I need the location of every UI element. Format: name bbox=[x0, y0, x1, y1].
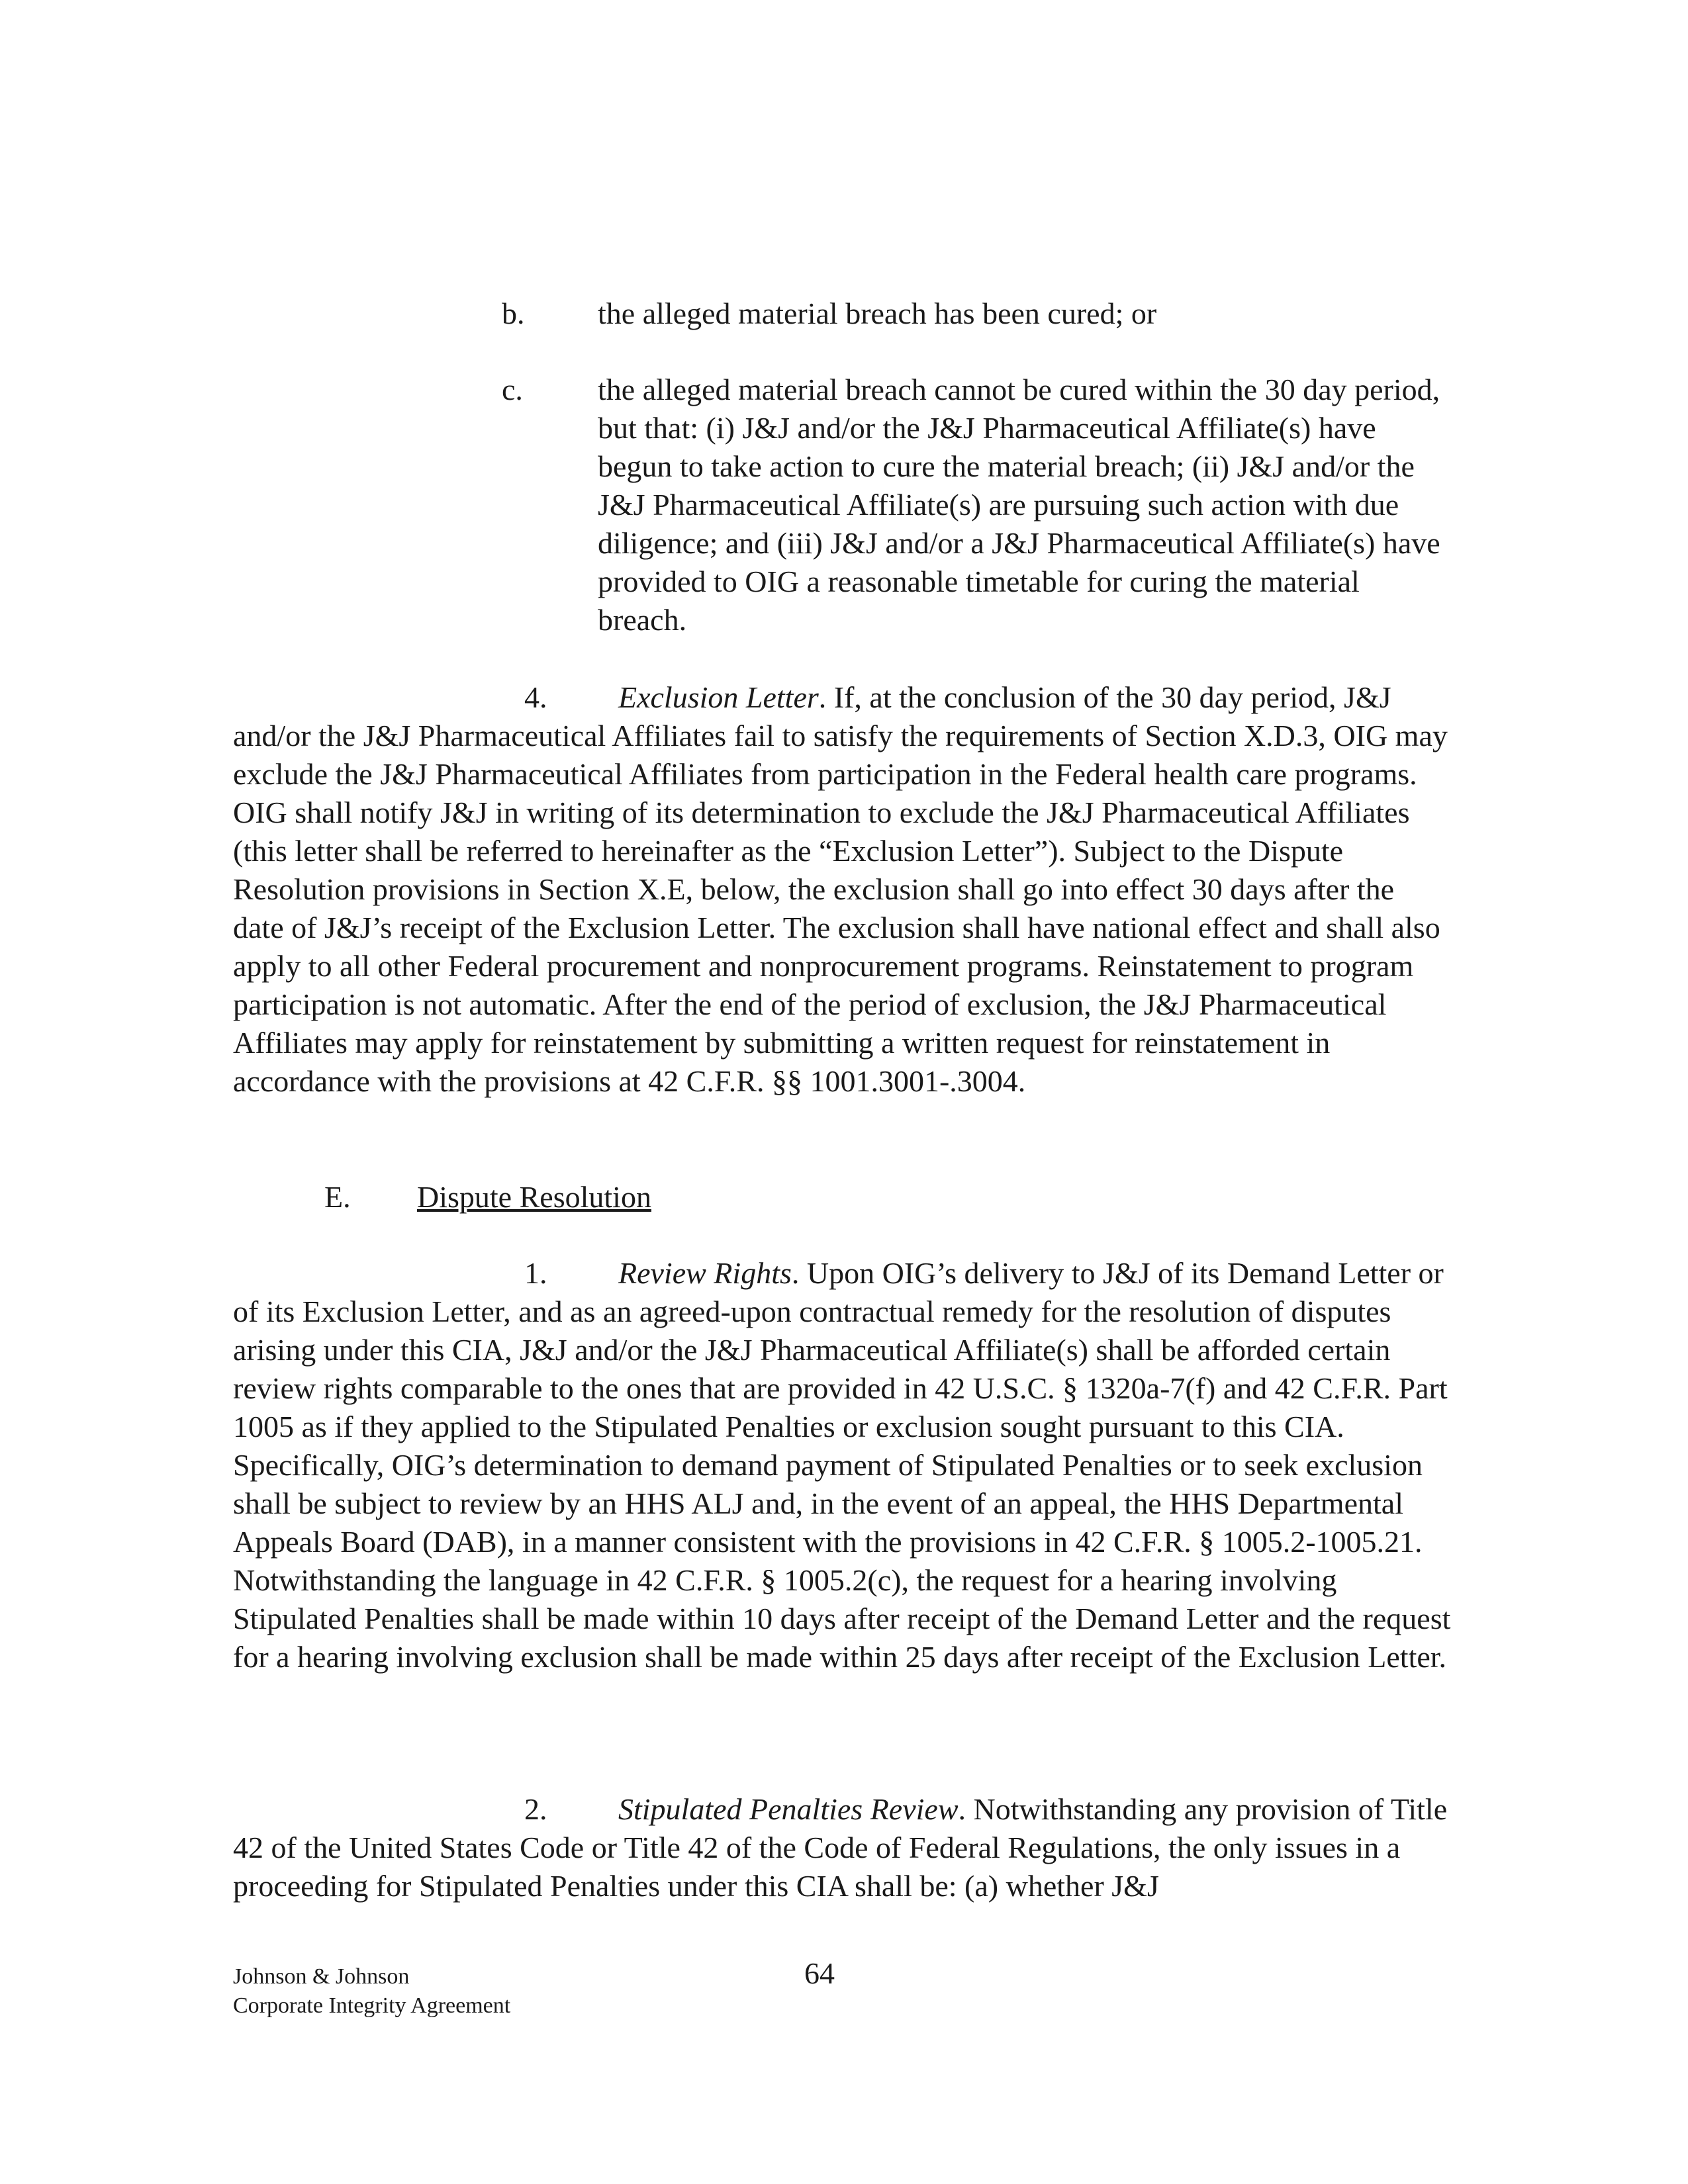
paragraph-heading: Stipulated Penalties Review bbox=[618, 1792, 959, 1826]
paragraph-exclusion-letter: 4. Exclusion Letter. If, at the conclusion of the 30 day period, J&J and/or the J&J Pharmaceutical Affiliates fail to satisfy the requirements of Section X.D.3, OIG may exclude the J&J Pharmaceutical Affiliates from participation in the Federal health care programs. OIG shall notify J&J in writing of its determination to exclude the J&J Pharmaceutical Affiliates (this letter shall be referred to hereinafter as the “Exclusion Letter”). Subject to the Dispute Resolution provisions in Section X.E, below, the exclusion shall go into effect 30 days after the date of J&J’s receipt of the Exclusion Letter. The exclusion shall have national effect and shall also apply to all other Federal procurement and nonprocurement programs. Reinstatement to program participation is not automatic. After the end of the period of exclusion, the J&J Pharmaceutical Affiliates may apply for reinstatement by submitting a written request for reinstatement in accordance with the provisions at 42 C.F.R. §§ 1001.3001-.3004. bbox=[233, 678, 1451, 1101]
paragraph-heading: Exclusion Letter bbox=[618, 680, 819, 714]
section-heading-dispute-resolution bbox=[324, 1178, 651, 1216]
list-marker: b. bbox=[502, 296, 525, 330]
paragraph-stipulated-penalties-review: 2. Stipulated Penalties Review. Notwithstanding any provision of Title 42 of the United States Code or Title 42 of the Code of Federal Regulations, the only issues in a proceeding for Stipulated Penalties under this CIA shall be: (a) whether J&J bbox=[233, 1790, 1451, 1905]
paragraph-text: Notwithstanding any provision of Title 42 of the United States Code or Title 42 of the Code of Federal Regulations, the only issues in a proceeding for Stipulated Penalties under this CIA shall be: (a) whether J&J bbox=[233, 1792, 1448, 1903]
paragraph-text: If, at the conclusion of the 30 day period, J&J and/or the J&J Pharmaceutical Affiliates fail to satisfy the requirements of Section X.D.3, OIG may exclude the J&J Pharmaceutical Affiliates from participation in the Federal health care programs. OIG shall notify J&J in writing of its determination to exclude the J&J Pharmaceutical Affiliates (this letter shall be referred to hereinafter as the “Exclusion Letter”). Subject to the Dispute Resolution provisions in Section X.E, below, the exclusion shall go into effect 30 days after the date of J&J’s receipt of the Exclusion Letter. The exclusion shall have national effect and shall also apply to all other Federal procurement and nonprocurement programs. Reinstatement to program participation is not automatic. After the end of the period of exclusion, the J&J Pharmaceutical Affiliates may apply for reinstatement by submitting a written request for reinstatement in accordance with the provisions at 42 C.F.R. §§ 1001.3001-.3004. bbox=[233, 680, 1448, 1098]
paragraph-number: 4. bbox=[524, 680, 547, 714]
paragraph-text: Upon OIG’s delivery to J&J of its Demand Letter or of its Exclusion Letter, and as an agreed-upon contractual remedy for the resolution of disputes arising under this CIA, J&J and/or the J&J Pharmaceutical Affiliate(s) shall be afforded certain review rights comparable to the ones that are provided in 42 U.S.C. § 1320a-7(f) and 42 C.F.R. Part 1005 as if they applied to the Stipulated Penalties or exclusion sought pursuant to this CIA. Specifically, OIG’s determination to demand payment of Stipulated Penalties or to seek exclusion shall be subject to review by an HHS ALJ and, in the event of an appeal, the HHS Departmental Appeals Board (DAB), in a manner consistent with the provisions in 42 C.F.R. § 1005.2-1005.21. Notwithstanding the language in 42 C.F.R. § 1005.2(c), the request for a hearing involving Stipulated Penalties shall be made within 10 days after receipt of the Demand Letter and the request for a hearing involving exclusion shall be made within 25 days after receipt of the Exclusion Letter. bbox=[233, 1256, 1451, 1674]
list-marker: c. bbox=[502, 373, 523, 406]
footer-agreement-title: Corporate Integrity Agreement bbox=[233, 1993, 511, 2018]
section-title: Dispute Resolution bbox=[417, 1180, 651, 1214]
paragraph-number: 2. bbox=[524, 1792, 547, 1826]
list-item-text: the alleged material breach has been cured; or bbox=[598, 296, 1157, 330]
paragraph-number: 1. bbox=[524, 1256, 547, 1290]
paragraph-review-rights: 1. Review Rights. Upon OIG’s delivery to J&J of its Demand Letter or of its Exclusion Letter, and as an agreed-upon contractual remedy for the resolution of disputes arising under this CIA, J&J and/or the J&J Pharmaceutical Affiliate(s) shall be afforded certain review rights comparable to the ones that are provided in 42 U.S.C. § 1320a-7(f) and 42 C.F.R. Part 1005 as if they applied to the Stipulated Penalties or exclusion sought pursuant to this CIA. Specifically, OIG’s determination to demand payment of Stipulated Penalties or to seek exclusion shall be subject to review by an HHS ALJ and, in the event of an appeal, the HHS Departmental Appeals Board (DAB), in a manner consistent with the provisions in 42 C.F.R. § 1005.2-1005.21. Notwithstanding the language in 42 C.F.R. § 1005.2(c), the request for a hearing involving Stipulated Penalties shall be made within 10 days after receipt of the Demand Letter and the request for a hearing involving exclusion shall be made within 25 days after receipt of the Exclusion Letter. bbox=[233, 1254, 1451, 1676]
list-item-text: the alleged material breach cannot be cured within the 30 day period, but that: (i) J&J and/or the J&J Pharmaceutical Affiliate(s) have begun to take action to cure the material breach; (ii) J&J and/or the J&J Pharmaceutical Affiliate(s) are pursuing such action with due diligence; and (iii) J&J and/or a J&J Pharmaceutical Affiliate(s) have provided to OIG a reasonable timetable for curing the material breach. bbox=[598, 373, 1440, 637]
section-letter: E. bbox=[324, 1180, 351, 1214]
page-number: 64 bbox=[804, 1956, 835, 1990]
footer-document-info bbox=[233, 1962, 510, 2021]
paragraph-heading: Review Rights bbox=[618, 1256, 792, 1290]
footer-company: Johnson & Johnson bbox=[233, 1964, 410, 1989]
